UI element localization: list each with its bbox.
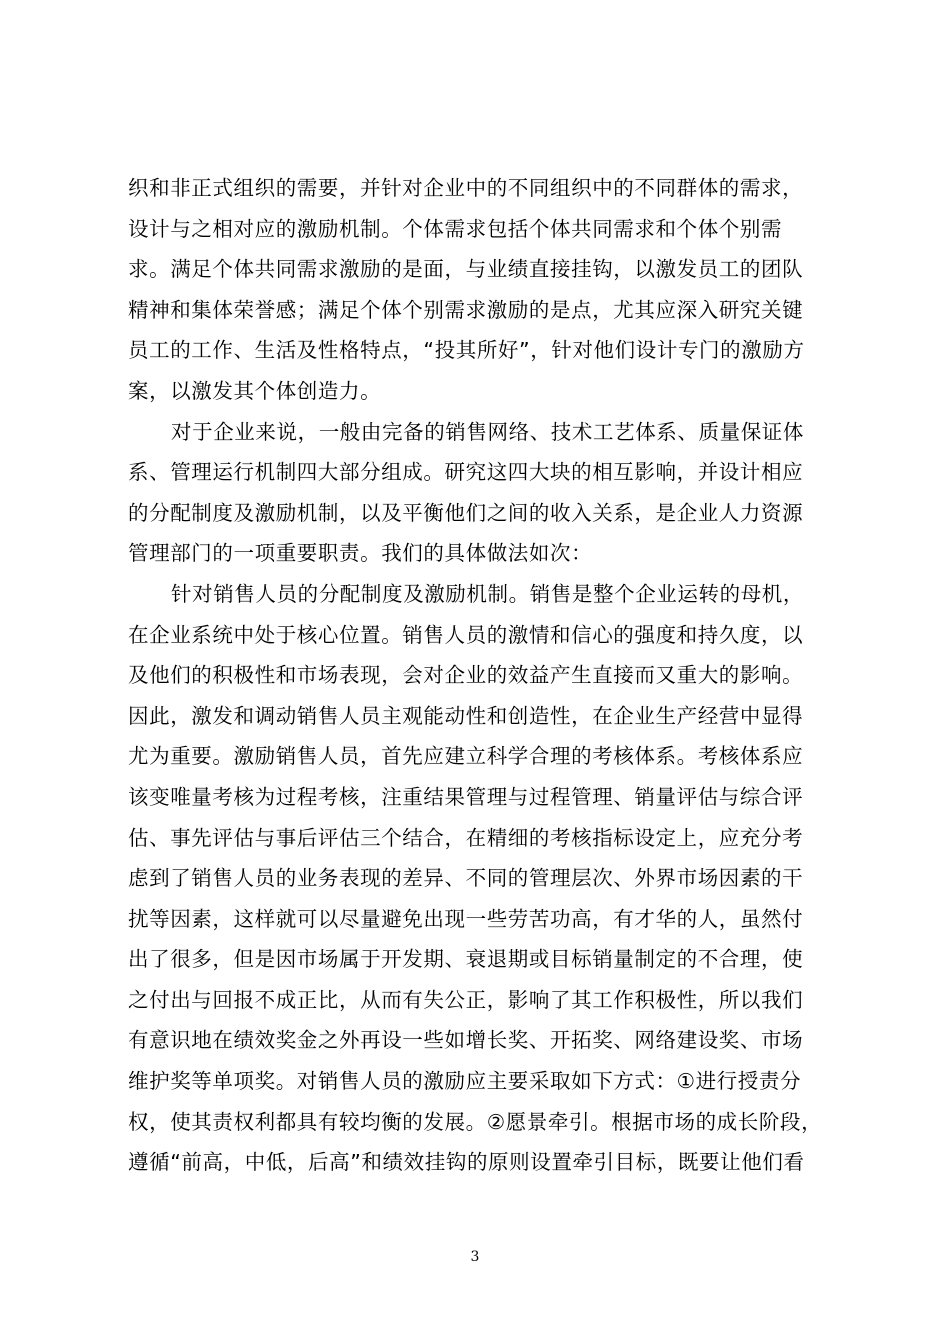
- text-line: 权，使其责权利都具有较均衡的发展。②愿景牵引。根据市场的成长阶段，: [128, 1109, 823, 1134]
- text-line: 的分配制度及激励机制，以及平衡他们之间的收入关系，是企业人力资源: [128, 500, 804, 525]
- body-text: [128, 168, 830, 1183]
- text-line: 设计与之相对应的激励机制。个体需求包括个体共同需求和个体个别需: [128, 216, 783, 241]
- page-number: 3: [470, 1249, 480, 1265]
- text-line: 织和非正式组织的需要，并针对企业中的不同组织中的不同群体的需求，: [128, 176, 804, 200]
- text-line: 系、管理运行机制四大部分组成。研究这四大块的相互影响，并设计相应: [128, 460, 804, 485]
- text-line: 求。满足个体共同需求激励的是面，与业绩直接挂钩，以激发员工的团队: [128, 257, 804, 282]
- text-line: 尤为重要。激励销售人员，首先应建立科学合理的考核体系。考核体系应: [128, 744, 804, 769]
- paragraph-first-line: 针对销售人员的分配制度及激励机制。销售是整个企业运转的母机，: [171, 581, 804, 606]
- text-line: 遵循“前高，中低，后高”和绩效挂钩的原则设置牵引目标，既要让他们看: [128, 1150, 805, 1175]
- text-line: 管理部门的一项重要职责。我们的具体做法如次：: [128, 541, 593, 566]
- text-line: 因此，激发和调动销售人员主观能动性和创造性，在企业生产经营中显得: [128, 703, 804, 728]
- text-line: 精神和集体荣誉感；满足个体个别需求激励的是点，尤其应深入研究关键: [128, 297, 804, 322]
- text-line: 及他们的积极性和市场表现，会对企业的效益产生直接而又重大的影响。: [128, 663, 804, 688]
- text-line: 虑到了销售人员的业务表现的差异、不同的管理层次、外界市场因素的干: [128, 866, 804, 891]
- text-line: 估、事先评估与事后评估三个结合，在精细的考核指标设定上，应充分考: [128, 825, 804, 850]
- text-line: 员工的工作、生活及性格特点，“投其所好”，针对他们设计专门的激励方: [128, 338, 805, 363]
- paragraph-first-line: 对于企业来说，一般由完备的销售网络、技术工艺体系、质量保证体: [171, 419, 804, 444]
- text-line: 之付出与回报不成正比，从而有失公正，影响了其工作积极性，所以我们: [128, 987, 804, 1012]
- text-line: 扰等因素，这样就可以尽量避免出现一些劳苦功高，有才华的人，虽然付: [128, 906, 804, 931]
- text-line: 维护奖等单项奖。对销售人员的激励应主要采取如下方式：①进行授责分: [128, 1069, 802, 1094]
- text-line: 有意识地在绩效奖金之外再设一些如增长奖、开拓奖、网络建设奖、市场: [128, 1028, 804, 1053]
- text-line: 在企业系统中处于核心位置。销售人员的激情和信心的强度和持久度，以: [128, 622, 804, 647]
- text-line: 案，以激发其个体创造力。: [128, 378, 382, 403]
- text-line: 该变唯量考核为过程考核，注重结果管理与过程管理、销量评估与综合评: [128, 784, 804, 809]
- text-line: 出了很多，但是因市场属于开发期、衰退期或目标销量制定的不合理，使: [128, 947, 804, 972]
